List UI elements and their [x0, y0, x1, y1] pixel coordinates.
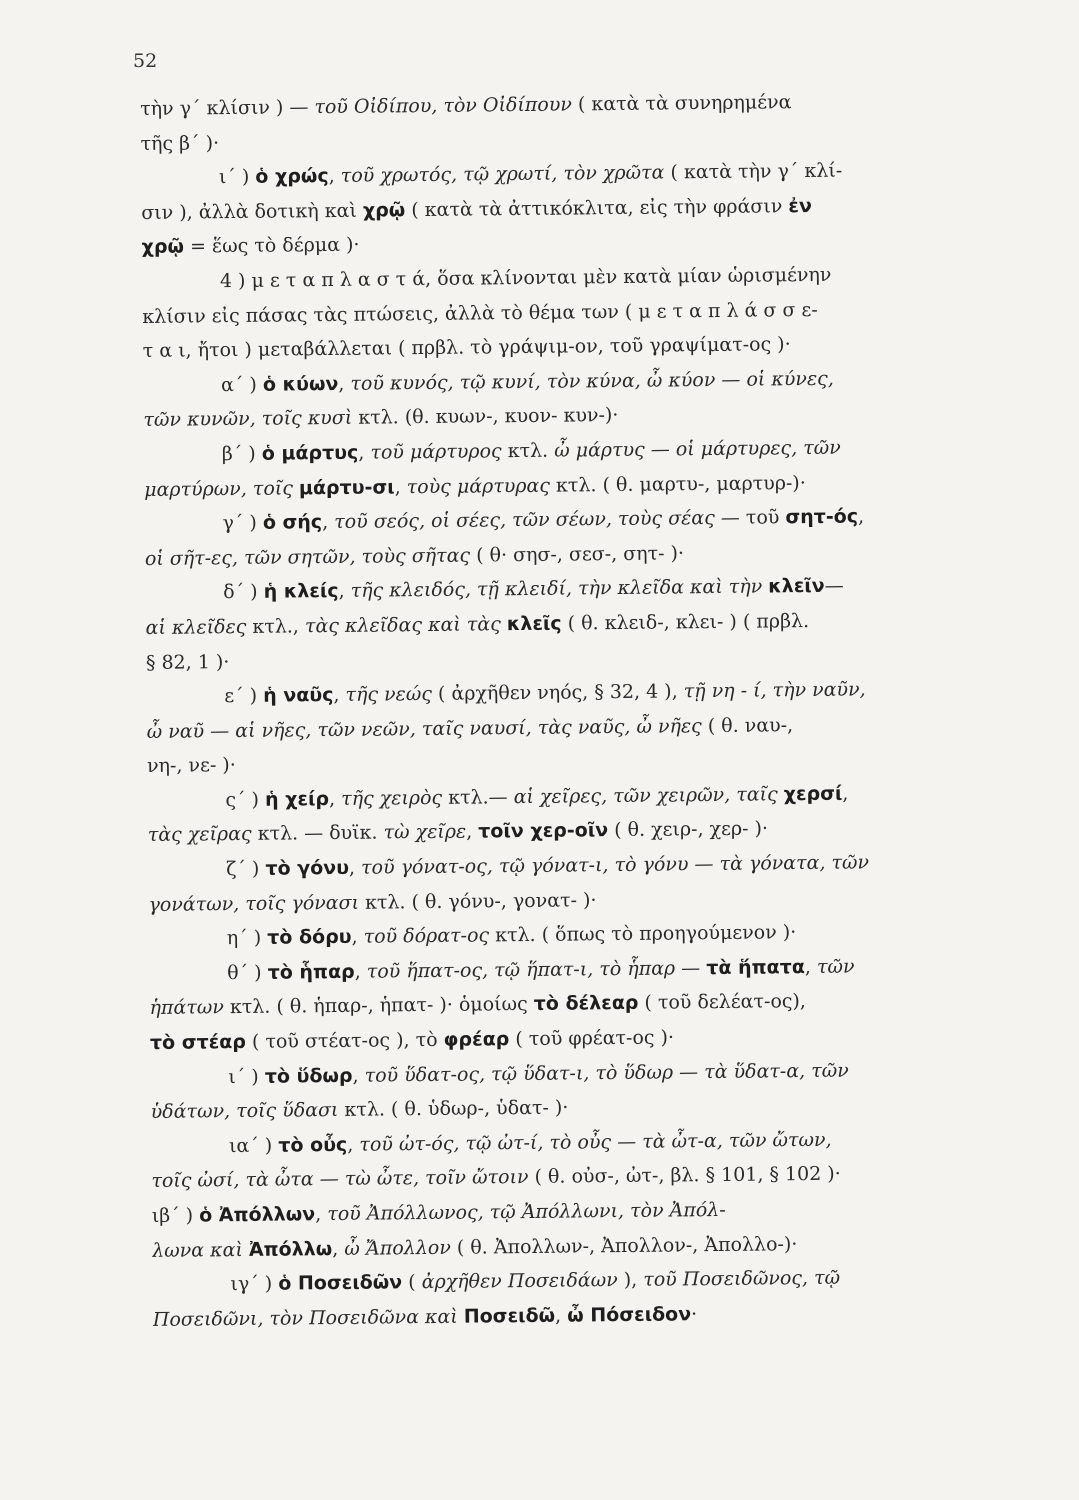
- italic-run: τῶν κυνῶν, τοῖς κυσὶ: [143, 407, 353, 432]
- text-run: ),: [617, 1268, 644, 1292]
- italic-run: αἱ χεῖρες, τῶν χειρῶν, ταῖς: [513, 783, 778, 809]
- text-run: κτλ. ( θ. μαρτυ-, μαρτυρ-)·: [549, 471, 806, 497]
- italic-run: τοῖς ὠσί, τὰ ὦτα — τὼ ὦτε, τοῖν ὤτοιν: [151, 1166, 529, 1193]
- italic-run: αἱ κλεῖδες: [145, 615, 247, 639]
- text-run: 4 ) μ ε τ α π λ α σ τ ά, ὅσα κλίνονται μὲν κατὰ μίαν ὡρισμένην: [219, 263, 832, 293]
- text-run: ,: [354, 960, 367, 983]
- text-run: γ΄ ): [222, 511, 263, 535]
- bold-term: χρῷ: [362, 199, 406, 222]
- text-run: ,: [857, 505, 865, 528]
- bold-term: ὁ Ἀπόλλων: [199, 1203, 316, 1227]
- text-run: ,: [315, 1203, 328, 1226]
- text-run: τῆς β΄ )·: [140, 131, 220, 155]
- bold-term: τὸ δέλεαρ: [533, 992, 639, 1016]
- text-run: ,: [338, 372, 351, 395]
- bold-term: κλεῖς: [506, 612, 562, 636]
- italic-run: τοῦ χρωτός, τῷ χρωτί, τὸν χρῶτα: [340, 161, 665, 188]
- italic-run: οἱ σῆτ-ες, τῶν σητῶν, τοὺς σῆτας: [144, 544, 471, 570]
- text-run: (: [402, 1271, 422, 1294]
- italic-run: ἡπάτων: [149, 996, 224, 1020]
- bold-term: ὁ κύων: [262, 372, 339, 396]
- text-run: κτλ. ( θ. γόνυ-, γονατ- )·: [358, 888, 597, 914]
- italic-run: Ποσειδῶνι, τὸν Ποσειδῶνα καὶ: [152, 1305, 458, 1331]
- italic-run: τοῦ μάρτυρος: [370, 440, 502, 464]
- italic-run: τὰς χεῖρας: [147, 823, 252, 847]
- text-run: κτλ.: [501, 439, 555, 463]
- text-run: — τοῦ: [714, 506, 786, 530]
- text-run: ( θ. ναυ-,: [701, 713, 794, 737]
- text-run: νη-, νε- )·: [146, 754, 236, 778]
- bold-term: ἡ κλείς: [263, 580, 339, 604]
- bold-term: τὰ ἥπατα: [706, 955, 805, 979]
- text-run: κτλ. ( θ. ὑδωρ-, ὑδατ- )·: [338, 1096, 569, 1122]
- italic-run: ὦ μάρτυς — οἱ μάρτυρες, τῶν: [554, 436, 841, 462]
- italic-run: τοῦ δόρατ-ος: [363, 924, 490, 948]
- page-number: 52: [133, 50, 158, 72]
- text-run: κτλ. ( ὅπως τὸ προηγούμενον )·: [488, 921, 797, 947]
- text-run: ,: [322, 511, 335, 534]
- text-run: τ α ι, ἤτοι ) μεταβάλλεται ( πρβλ. τὸ γράψιμ-ον, τοῦ γραψίματ-ος )·: [142, 333, 791, 363]
- text-run: ,: [466, 820, 479, 844]
- text-run: ( θ. κλειδ-, κλει- ) ( πρβλ.: [561, 609, 810, 635]
- italic-run: τοῦ Ἀπόλλωνος, τῷ Ἀπόλλωνι, τὸν Ἀπόλ-: [327, 1198, 726, 1226]
- text-run: —: [675, 956, 707, 980]
- text-run: ια΄ ): [228, 1134, 279, 1157]
- bold-term: χερσί: [783, 782, 843, 806]
- text-run: ,: [842, 782, 849, 805]
- text-run: η΄ ): [226, 926, 268, 950]
- text-run: ,: [804, 955, 818, 978]
- text-run: ( ἀρχῆθεν νηός, § 32, 4 ),: [431, 680, 684, 706]
- text-run: ( θ· σησ-, σεσ-, σητ- )·: [469, 542, 685, 567]
- bold-term: τὸ οὖς: [278, 1133, 348, 1157]
- bold-term: ἐν: [788, 194, 813, 217]
- text-run: ,: [348, 856, 362, 879]
- bold-term: ἡ χείρ: [264, 787, 330, 811]
- text-run: ( κατὰ τὰ ἀττικόκλιτα, εἰς τὴν φράσιν: [405, 194, 789, 222]
- text-run: ( θ. οὐσ-, ὠτ-, βλ. § 101, § 102 )·: [528, 1163, 841, 1189]
- text-run: β΄ ): [221, 442, 262, 466]
- italic-run: τὰς κλεῖδας καὶ τὰς: [304, 613, 501, 638]
- italic-run: ὦ ναῦ — αἱ νῆες, τῶν νεῶν, ταῖς ναυσί, τὰς ναῦς, ὦ νῆες: [146, 714, 702, 743]
- bold-term: Ἀπόλλω: [248, 1237, 333, 1261]
- italic-run: λωνα καὶ: [152, 1238, 243, 1262]
- bold-term: ὁ μάρτυς: [261, 441, 359, 465]
- text-run: κτλ.,: [246, 615, 306, 638]
- text-run: ι΄ ): [218, 165, 256, 189]
- text-run: κτλ. (θ. κυων-, κυον- κυν-)·: [352, 404, 619, 430]
- text-run: ( τοῦ φρέατ-ος )·: [509, 1026, 675, 1051]
- text-run: § 82, 1 )·: [145, 650, 230, 674]
- text-run: ζ΄ ): [226, 857, 266, 881]
- text-run: ,: [351, 925, 364, 949]
- text-run: ς΄ ): [225, 788, 266, 812]
- text-body: [140, 83, 1038, 1338]
- bold-term: τοῖν χερ-οῖν: [478, 819, 609, 843]
- italic-run: τῇ νη - ί, τὴν ναῦν,: [683, 678, 866, 703]
- text-run: ( τοῦ στέατ-ος ), τὸ: [245, 1028, 444, 1053]
- italic-run: τοῦ γόνατ-ος, τῷ γόνατ-ι, τὸ γόνυ — τὰ γόνατα, τῶν: [360, 851, 870, 879]
- bold-term: τὸ ἧπαρ: [267, 960, 355, 984]
- text-run: ,: [333, 683, 346, 707]
- italic-run: τοῦ ὠτ-ός, τῷ ὠτ-ί, τὸ οὖς — τὰ ὦτ-α, τῶν ὤτων,: [359, 1128, 832, 1156]
- text-run: κτλ.—: [441, 786, 514, 809]
- italic-run: τοῦ ὕδατ-ος, τῷ ὕδατ-ι, τὸ ὕδωρ — τὰ ὕδατ-α, τῶν: [364, 1059, 849, 1087]
- bold-term: μάρτυ-σι: [298, 475, 395, 499]
- text-run: ( κατὰ τὴν γ΄ κλί-: [664, 159, 843, 184]
- bold-term: ἡ ναῦς: [263, 684, 334, 707]
- bold-term: τὸ δόρυ: [267, 926, 352, 949]
- italic-run: τοὺς μάρτυρας: [406, 474, 551, 498]
- italic-run: ὦ Ἄπολλον: [344, 1236, 451, 1260]
- bold-term: Ποσειδῶ: [463, 1304, 556, 1328]
- text-run: ( θ. χειρ-, χερ- )·: [607, 817, 769, 842]
- italic-run: τοῦ ἥπατ-ος, τῷ ἥπατ-ι, τὸ ἧπαρ: [366, 957, 676, 983]
- text-run: κτλ. ( θ. ἡπαρ-, ἡπατ- )· ὁμοίως: [223, 993, 534, 1019]
- bold-term: ὁ Ποσειδῶν: [278, 1271, 403, 1295]
- italic-run: τῆς κλειδός, τῇ κλειδί, τὴν κλεῖδα καὶ τὴν: [350, 575, 763, 603]
- text-run: ·: [690, 1303, 698, 1326]
- text-run: δ΄ ): [223, 581, 264, 604]
- text-run: ,: [332, 1237, 345, 1260]
- italic-run: γονάτων, τοῖς γόνασι: [148, 891, 360, 916]
- text-run: ,: [328, 787, 342, 810]
- text-run: σιν ), ἀλλὰ δοτικὴ καὶ: [141, 199, 363, 224]
- text-run: τὴν γ΄ κλίσιν ) —: [140, 96, 315, 120]
- text-run: κλίσιν εἰς πάσας τὰς πτώσεις, ἀλλὰ τὸ θέμα των ( μ ε τ α π λ ά σ σ ε-: [142, 298, 818, 328]
- bold-term: ὦ Πόσειδον: [567, 1303, 692, 1327]
- italic-run: τῶν: [816, 955, 855, 978]
- italic-run: μαρτύρων, τοῖς: [144, 476, 294, 501]
- text-run: ,: [394, 475, 407, 498]
- bold-term: ὁ σής: [262, 511, 323, 534]
- text-run: ( τοῦ δελέατ-ος),: [638, 990, 807, 1015]
- bold-term: σητ-ός: [785, 505, 859, 529]
- text-run: ε΄ ): [224, 684, 264, 708]
- italic-run: τοῦ κυνός, τῷ κυνί, τὸν κύνα, ὦ κύον — οἱ κύνες,: [350, 367, 834, 395]
- text-run: ,: [352, 1064, 365, 1087]
- italic-run: τοῦ Ποσειδῶνος, τῷ: [643, 1266, 841, 1291]
- bold-term: ὁ χρώς: [255, 165, 329, 188]
- text-run: ιγ΄ ): [230, 1272, 279, 1296]
- text-run: κτλ. — δυϊκ.: [251, 821, 384, 846]
- italic-run: τῆς νεώς: [345, 683, 433, 706]
- bold-term: κλεῖν: [768, 575, 825, 598]
- text-run: ,: [328, 165, 341, 188]
- text-run: —: [824, 574, 844, 598]
- text-run: ,: [347, 1133, 360, 1156]
- text-run: θ΄ ): [227, 961, 268, 984]
- bold-term: τὸ γόνυ: [265, 856, 350, 880]
- text-run: ιβ΄ ): [151, 1204, 200, 1227]
- italic-run: τοῦ σεός, οἱ σέες, τῶν σέων, τοὺς σέας: [334, 507, 715, 534]
- text-run: ,: [358, 441, 371, 464]
- bold-term: φρέαρ: [443, 1028, 510, 1051]
- text-run: = ἕως τὸ δέρμα )·: [183, 234, 360, 258]
- text-run: α΄ ): [220, 373, 264, 396]
- text-run: ( κατὰ τὰ συνηρημένα: [571, 91, 792, 116]
- text-run: ι΄ ): [228, 1065, 265, 1088]
- bold-term: χρῷ: [141, 235, 185, 259]
- italic-run: ἀρχῆθεν Ποσειδάων: [421, 1269, 618, 1294]
- text-run: ( θ. Ἀπολλων-, Ἀπολλον-, Ἀπολλο-)·: [450, 1232, 798, 1259]
- italic-run: τῆς χειρὸς: [341, 786, 443, 810]
- italic-run: τοῦ Οἰδίπου, τὸν Οἰδίπουν: [314, 93, 573, 119]
- bold-term: τὸ ὕδωρ: [264, 1064, 353, 1088]
- italic-run: τὼ χεῖρε: [383, 821, 467, 844]
- bold-term: τὸ στέαρ: [149, 1030, 247, 1054]
- text-run: ,: [554, 1304, 568, 1327]
- text-run: ,: [338, 580, 351, 603]
- italic-run: ὑδάτων, τοῖς ὕδασι: [150, 1099, 339, 1124]
